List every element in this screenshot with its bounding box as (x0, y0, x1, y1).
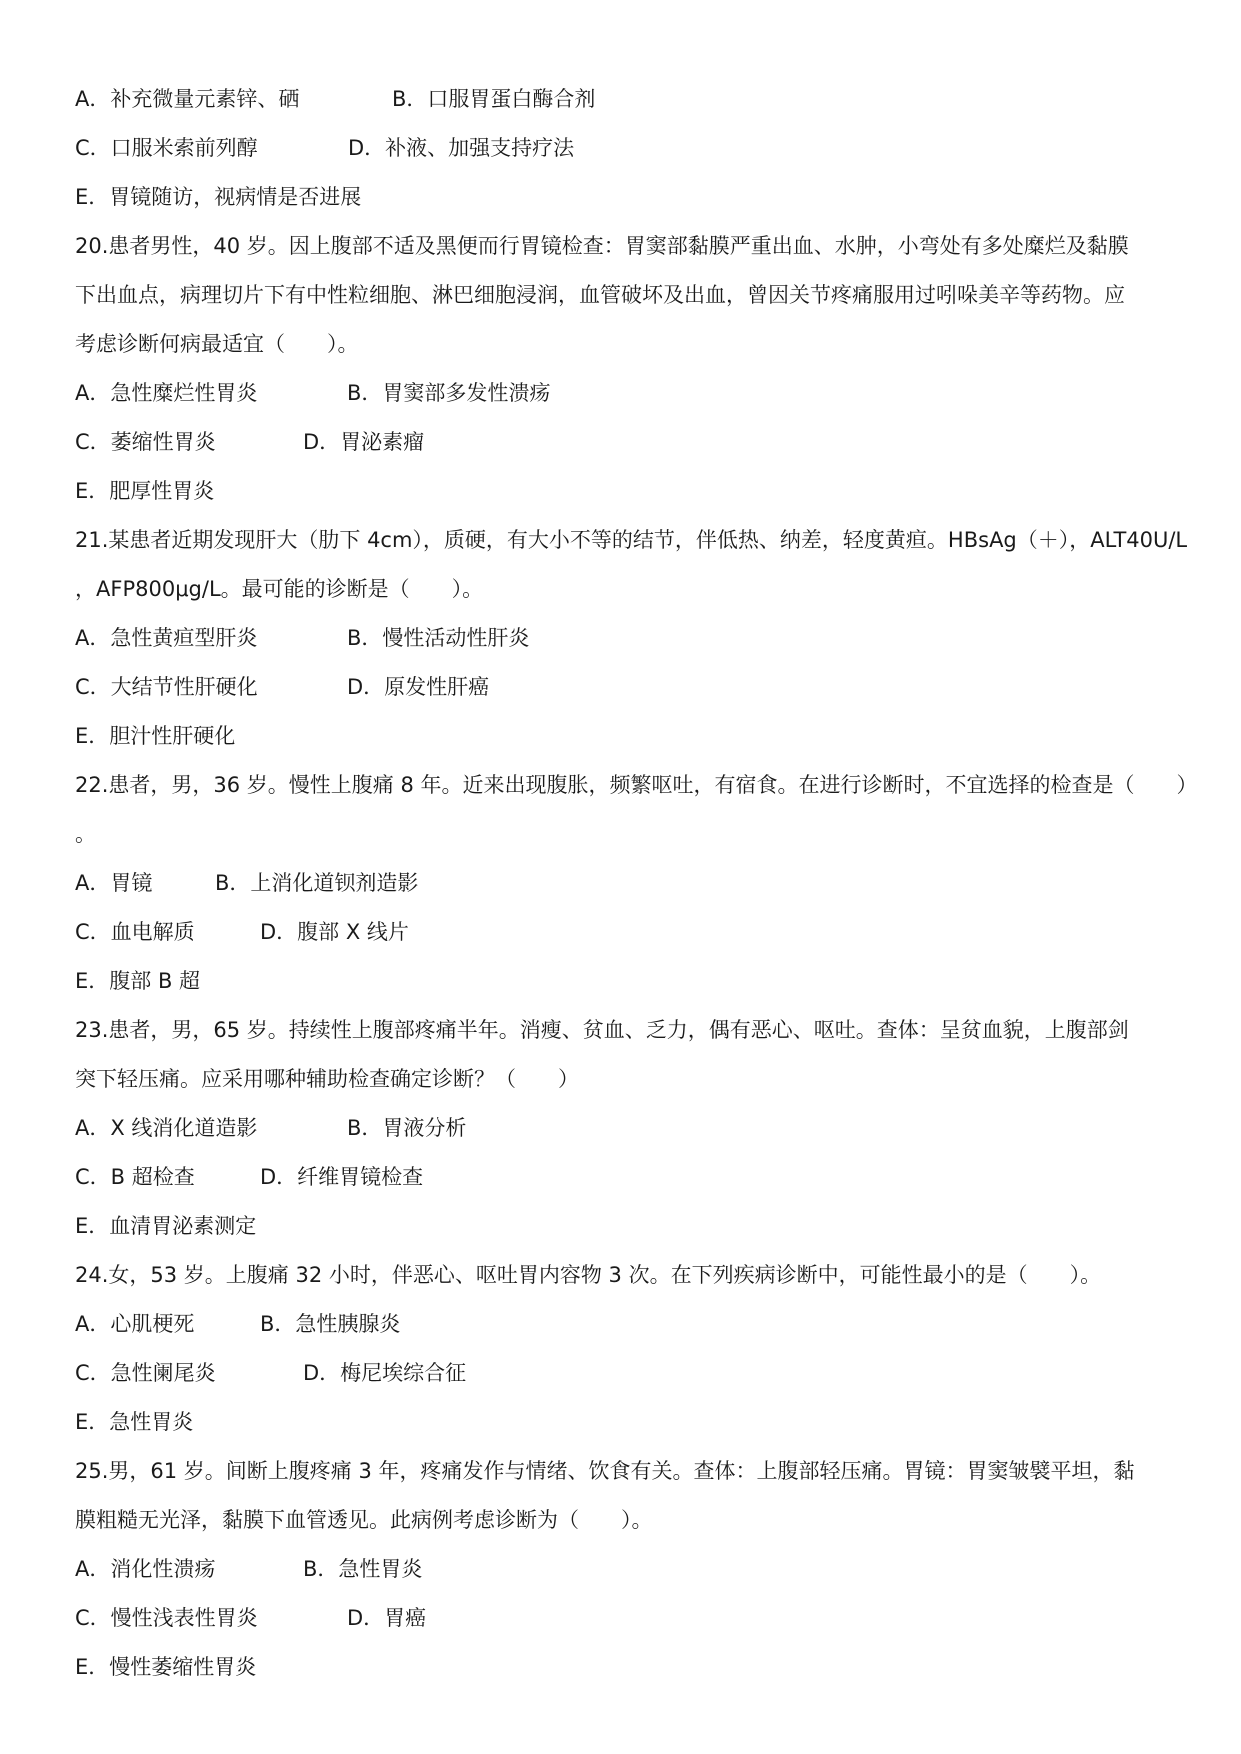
q19-option-d: D．补液、加强支持疗法 (348, 136, 575, 160)
q20-option-c: C．萎缩性胃炎 (75, 430, 216, 454)
q22-option-b: B．上消化道钡剂造影 (215, 871, 419, 895)
q21-stem-line2: ，AFP800μg/L。最可能的诊断是（ ）。 (75, 577, 484, 601)
q20-stem-line1: 20.患者男性，40 岁。因上腹部不适及黑便而行胃镜检查：胃窦部黏膜严重出血、水肿，小弯处有多处糜烂及黏膜 (75, 234, 1129, 258)
q19-option-b: B．口服胃蛋白酶合剂 (392, 87, 596, 111)
q25-stem-line1: 25.男，61 岁。间断上腹疼痛 3 年，疼痛发作与情绪、饮食有关。查体：上腹部轻压痛。胃镜：胃窦皱襞平坦，黏 (75, 1459, 1135, 1483)
q22-stem-line1: 22.患者，男，36 岁。慢性上腹痛 8 年。近来出现腹胀，频繁呕吐，有宿食。在进行诊断时，不宜选择的检查是（ ） (75, 773, 1198, 797)
q25-option-a: A．消化性溃疡 (75, 1557, 216, 1581)
q23-stem-line2: 突下轻压痛。应采用哪种辅助检查确定诊断？（ ） (75, 1067, 579, 1091)
q20-option-a: A．急性糜烂性胃炎 (75, 381, 258, 405)
q21-option-b: B．慢性活动性肝炎 (347, 626, 530, 650)
q21-option-a: A．急性黄疸型肝炎 (75, 626, 258, 650)
q22-option-e: E．腹部 B 超 (75, 969, 201, 993)
q23-option-d: D．纤维胃镜检查 (260, 1165, 424, 1189)
q19-option-a: A．补充微量元素锌、硒 (75, 87, 300, 111)
q21-option-e: E．胆汁性肝硬化 (75, 724, 236, 748)
q23-option-c: C．B 超检查 (75, 1165, 195, 1189)
q23-option-b: B．胃液分析 (347, 1116, 467, 1140)
q19-option-e: E．胃镜随访，视病情是否进展 (75, 185, 362, 209)
q25-option-b: B．急性胃炎 (303, 1557, 423, 1581)
q24-stem-line1: 24.女，53 岁。上腹痛 32 小时，伴恶心、呕吐胃内容物 3 次。在下列疾病诊断中，可能性最小的是（ ）。 (75, 1263, 1102, 1287)
q24-option-e: E．急性胃炎 (75, 1410, 194, 1434)
q20-stem-line2: 下出血点，病理切片下有中性粒细胞、淋巴细胞浸润，血管破坏及出血，曾因关节疼痛服用过吲哚美辛等药物。应 (75, 283, 1125, 307)
q24-option-a: A．心肌梗死 (75, 1312, 195, 1336)
q25-stem-line2: 膜粗糙无光泽，黏膜下血管透见。此病例考虑诊断为（ ）。 (75, 1508, 653, 1532)
q21-option-d: D．原发性肝癌 (347, 675, 490, 699)
q21-option-c: C．大结节性肝硬化 (75, 675, 258, 699)
q22-option-c: C．血电解质 (75, 920, 195, 944)
q25-option-c: C．慢性浅表性胃炎 (75, 1606, 258, 1630)
q19-option-c: C．口服米索前列醇 (75, 136, 258, 160)
q20-option-b: B．胃窦部多发性溃疡 (347, 381, 551, 405)
q23-option-a: A．X 线消化道造影 (75, 1116, 258, 1140)
q25-option-e: E．慢性萎缩性胃炎 (75, 1655, 257, 1679)
q21-stem-line1: 21.某患者近期发现肝大（肋下 4cm），质硬，有大小不等的结节，伴低热、纳差，轻度黄疸。HBsAg（＋），ALT40U/L (75, 528, 1188, 552)
q23-stem-line1: 23.患者，男，65 岁。持续性上腹部疼痛半年。消瘦、贫血、乏力，偶有恶心、呕吐。查体：呈贫血貌，上腹部剑 (75, 1018, 1129, 1042)
q20-option-d: D．胃泌素瘤 (303, 430, 425, 454)
q24-option-d: D．梅尼埃综合征 (303, 1361, 467, 1385)
q22-stem-line2: 。 (75, 822, 96, 846)
q20-option-e: E．肥厚性胃炎 (75, 479, 215, 503)
q24-option-c: C．急性阑尾炎 (75, 1361, 216, 1385)
q23-option-e: E．血清胃泌素测定 (75, 1214, 257, 1238)
q20-stem-line3: 考虑诊断何病最适宜（ ）。 (75, 332, 359, 356)
q25-option-d: D．胃癌 (347, 1606, 427, 1630)
q24-option-b: B．急性胰腺炎 (260, 1312, 401, 1336)
q22-option-a: A．胃镜 (75, 871, 153, 895)
q22-option-d: D．腹部 X 线片 (260, 920, 409, 944)
